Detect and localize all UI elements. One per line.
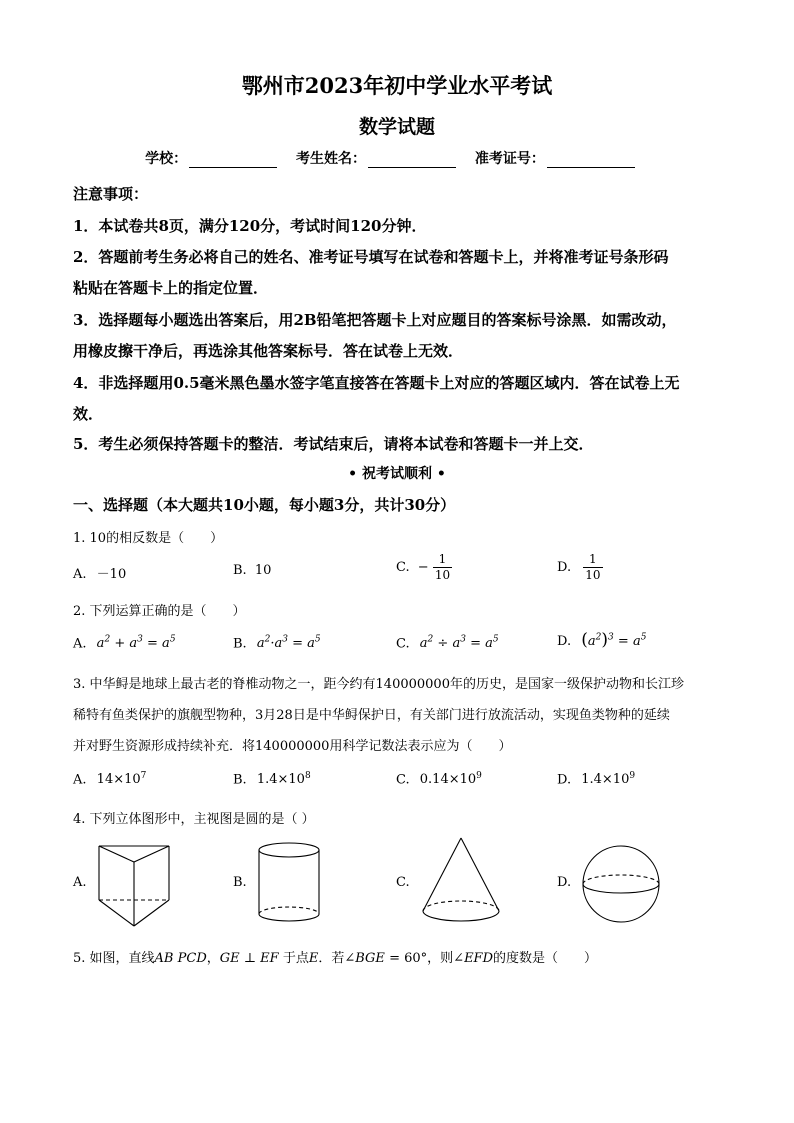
note-line: 用橡皮擦干净后，再选涂其他答案标号．答在试卷上无效． [73,342,464,360]
exam-subtitle: 数学试题 [358,116,435,138]
exponent: 3 [282,635,288,645]
expression [581,630,647,650]
exponent: 5 [169,635,176,645]
sci-exponent: 8 [304,771,311,781]
note-line: 粘贴在答题卡上的指定位置． [73,279,269,297]
school-label: 学校： [145,151,188,167]
line-ef: EF [260,951,279,966]
q2-option-d[interactable] [557,630,646,650]
sci-exponent: 7 [140,771,147,781]
numerator: 1 [438,552,447,566]
q5-text: ．若 [318,951,345,966]
sci-base: 14×10 [96,772,141,788]
notes-heading: 注意事项： [73,185,149,203]
q3-option-b[interactable] [233,771,311,787]
note-line: 1．本试卷共8页，满分120分，考试时间120分钟． [73,217,427,235]
q2-option-c[interactable] [396,635,499,651]
parallel-symbol: P [177,951,187,966]
expression [97,636,176,651]
exponent: 3 [608,632,614,643]
q3-option-a[interactable] [73,771,146,787]
exam-id-label: 准考证号： [474,151,545,167]
option-text: 10 [254,563,272,578]
paren-close: ) [601,630,609,650]
exam-id-blank[interactable] [547,153,635,168]
question-3-line: 稀特有鱼类保护的旗舰型物种，3月28日是中华鲟保护日，有关部门进行放流活动，实现鱼类物种的延续 [73,708,670,723]
q2-option-a[interactable] [73,635,176,651]
sphere-figure [580,843,662,925]
variable: a [485,636,493,652]
equals: = [470,636,481,652]
name-label: 考生姓名： [296,151,366,167]
note-line: 效． [73,405,104,423]
line-cd: CD [186,951,207,966]
equals: = [147,636,158,652]
question-4-stem: 4. 下列立体图形中，主视图是圆的是（ ） [73,812,315,827]
variable: a [256,636,265,652]
line-ab: AB [154,951,174,966]
q1-option-a[interactable] [73,563,126,582]
q2-option-b[interactable] [233,635,321,651]
line-ge: GE [219,951,240,966]
perpendicular-symbol: ⊥ [243,951,257,966]
q1-option-b[interactable] [233,563,271,578]
exponent: 2 [104,635,111,645]
option-label: C. [396,636,410,652]
option-label: D. [557,634,572,649]
sci-base: 0.14×10 [419,772,477,788]
exponent: 2 [427,635,434,645]
q4-option-d[interactable]: D. [557,875,572,890]
triangular-prism-figure [94,840,174,932]
q5-text: ， [206,951,220,966]
q5-text: 于点 [282,951,309,966]
name-blank[interactable] [368,153,456,168]
minus-sign: − [417,560,429,575]
cone-figure [418,835,504,927]
cylinder-figure [255,840,323,926]
exponent: 5 [492,635,499,645]
variable: a [96,636,105,652]
exponent: 3 [460,635,466,645]
option-label: D. [557,560,572,575]
q3-option-d[interactable] [557,771,635,787]
question-3-line: 3. 中华鲟是地球上最古老的脊椎动物之一，距今约有140000000年的历史，是国家一级保护动物和长江珍 [73,677,684,692]
equals: = [292,636,304,652]
option-text: －10 [96,567,127,582]
exponent: 5 [640,632,647,643]
equals: = [617,634,629,649]
student-info-row [0,148,794,168]
sci-exponent: 9 [476,771,482,781]
q5-text: 5. 如图，直线 [73,951,155,966]
denominator: 10 [434,568,451,582]
option-label: C. [396,560,410,575]
exponent: 2 [595,632,602,643]
question-5-stem [73,947,597,966]
q4-option-a[interactable]: A. [73,875,87,890]
q1-option-d[interactable] [557,552,603,583]
fraction [433,552,452,583]
option-label: C. [396,772,410,788]
q3-option-c[interactable] [396,771,482,787]
question-3-line: 并对野生资源形成持续补充．将140000000用科学记数法表示应为（ ） [73,739,512,754]
operator: ÷ [437,636,449,652]
operator: · [270,636,275,652]
note-line: 4．非选择题用0.5毫米黑色墨水签字笔直接答在答题卡上对应的答题区域内．答在试卷上无 [73,374,680,392]
fraction [583,552,602,583]
q5-text: 的度数是（ ） [493,951,598,966]
exponent: 2 [264,635,271,645]
section-heading: 一、选择题（本大题共10小题，每小题3分，共计30分） [73,496,456,514]
option-label: A. [73,636,87,652]
exponent: 5 [314,635,321,645]
variable: a [129,636,138,652]
option-label: A. [73,772,87,788]
exponent: 3 [137,635,143,645]
variable: a [419,636,428,652]
note-line: 5．考生必须保持答题卡的整洁．考试结束后，请将本试卷和答题卡一并上交． [73,435,594,453]
variable: a [307,636,315,652]
variable: a [632,634,641,649]
variable: a [587,634,596,649]
q4-option-c[interactable]: C. [396,875,410,890]
sci-exponent: 9 [629,771,636,781]
option-label: A. [73,567,87,582]
school-blank[interactable] [189,153,277,168]
variable: a [452,636,461,652]
angle-value: 60° [404,951,428,966]
option-label: B. [233,563,247,578]
q5-text: ，则 [427,951,454,966]
variable: a [162,636,170,652]
angle-efd: ∠EFD [453,951,493,966]
expression [420,636,499,651]
note-line: 2．答题前考生务必将自己的姓名、准考证号填写在试卷和答题卡上，并将准考证号条形码 [73,248,669,266]
option-label: D. [557,772,572,788]
angle-bge: ∠BGE [344,951,385,966]
q1-option-c[interactable] [396,552,452,583]
sci-base: 1.4×10 [581,772,630,788]
sci-base: 1.4×10 [256,772,305,788]
question-2-stem: 2. 下列运算正确的是（ ） [73,604,246,619]
question-1-stem: 1. 10的相反数是（ ） [73,531,224,546]
point-e: E [308,951,319,966]
good-luck-line: • 祝考试顺利 • [348,466,446,482]
q4-option-b[interactable]: B. [233,875,247,890]
exam-title: 鄂州市2023年初中学业水平考试 [241,73,553,98]
numerator: 1 [589,552,597,566]
variable: a [274,636,283,652]
operator: + [114,636,126,652]
equals: = [389,951,400,966]
expression [257,636,321,651]
paren-open: ( [581,630,588,650]
option-label: B. [233,636,247,652]
option-label: B. [233,772,247,788]
note-line: 3．选择题每小题选出答案后，用2B铅笔把答题卡上对应题目的答案标号涂黑．如需改动， [73,311,677,329]
denominator: 10 [585,568,601,582]
